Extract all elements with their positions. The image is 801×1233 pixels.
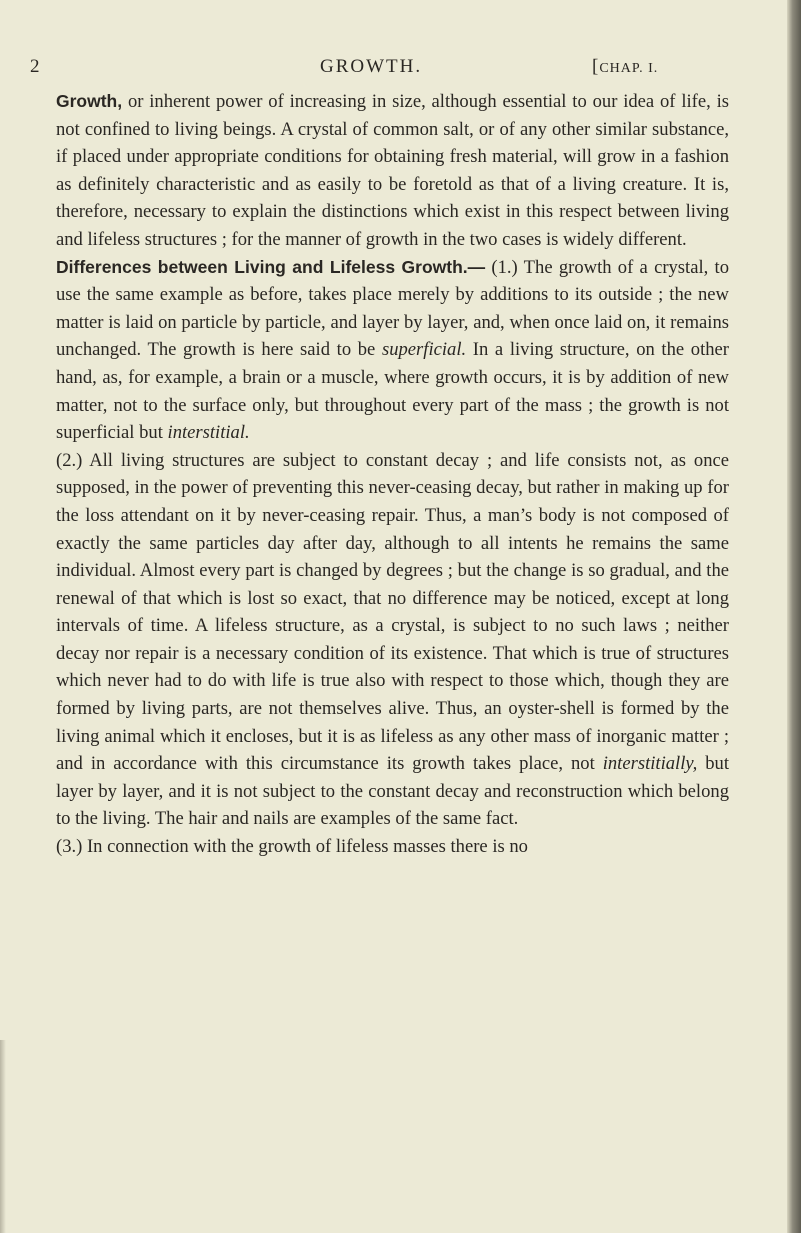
chapter-label — [592, 56, 658, 78]
paragraph-differences-text-a: (1.) The growth of a crystal, to use the same example as before, takes place merely by additions to its outside ; the new matter is laid on particle by particle, and layer by layer, and, when once laid on, it remains unchanged. The growth is here said to be — [56, 256, 730, 361]
paragraph-growth-text: or inherent power of increasing in size, although essential to our idea of life, is not confined to living beings. A crystal of common salt, or of any other similar substance, if placed under appropriate conditions for obtaining fresh material, will grow in a fashion as definitely characteristic and as easily to be foretold as that of a living creature. It is, therefore, necessary to explain the distinctions which exist in this respect between living and lifeless structures ; for the manner of growth in the two cases is widely different. — [56, 91, 729, 250]
term-interstitially: interstitially, — [602, 753, 698, 775]
page-gutter-shadow — [787, 0, 801, 1233]
paragraph-growth — [56, 88, 729, 254]
paragraph-differences — [56, 254, 729, 447]
body-text — [56, 88, 729, 861]
running-title: GROWTH. — [320, 56, 423, 77]
chapter-text: CHAP. I. — [599, 61, 659, 76]
paragraph-differences-text-b: In a living structure, on the other hand, as, for example, a brain or a muscle, where growth occurs, it is by addition of new matter, not to the surface only, but throughout every part of the mass ; the growth is not superficial but — [56, 339, 729, 444]
paragraph-decay-text-b: but layer by layer, and it is not subject to the constant decay and reconstruction which belong to the living. The hair and nails are examples of the same fact. — [56, 753, 729, 830]
page-number: 2 — [30, 56, 41, 77]
paragraph-connection — [56, 833, 729, 861]
heading-growth: Growth, — [56, 91, 123, 111]
chapter-bracket: [ — [592, 56, 600, 77]
heading-differences: Differences between Living and Lifeless Growth.— — [56, 256, 486, 277]
paragraph-decay-text: (2.) All living structures are subject to constant decay ; and life consists not, as once supposed, in the power of preventing this never-ceasing decay, but rather in making up for the loss attendant on it by never-ceasing repair. Thus, a man’s body is not composed of exactly the same particles day after day, although to all intents he remains the same individual. Almost every part is changed by degrees ; but the change is so gradual, and the renewal of that which is lost so exact, that no difference may be noticed, except at long intervals of time. A lifeless structure, as a crystal, is subject to no such laws ; neither decay nor repair is a necessary condition of its existence. That which is true of structures which never had to do with life is true also with respect to those which, though they are formed by living parts, are not themselves alive. Thus, an oyster-shell is formed by the living animal which it encloses, but it is as lifeless as any other mass of inorganic matter ; and in accordance with this circumstance its growth takes place, not — [56, 449, 729, 775]
running-header — [30, 56, 730, 82]
term-interstitial: interstitial. — [167, 422, 250, 444]
term-superficial: superficial. — [381, 339, 467, 361]
paragraph-connection-text: (3.) In connection with the growth of lifeless masses there is no — [56, 836, 528, 858]
page-edge-shadow — [0, 1040, 6, 1233]
paragraph-decay — [56, 447, 729, 833]
